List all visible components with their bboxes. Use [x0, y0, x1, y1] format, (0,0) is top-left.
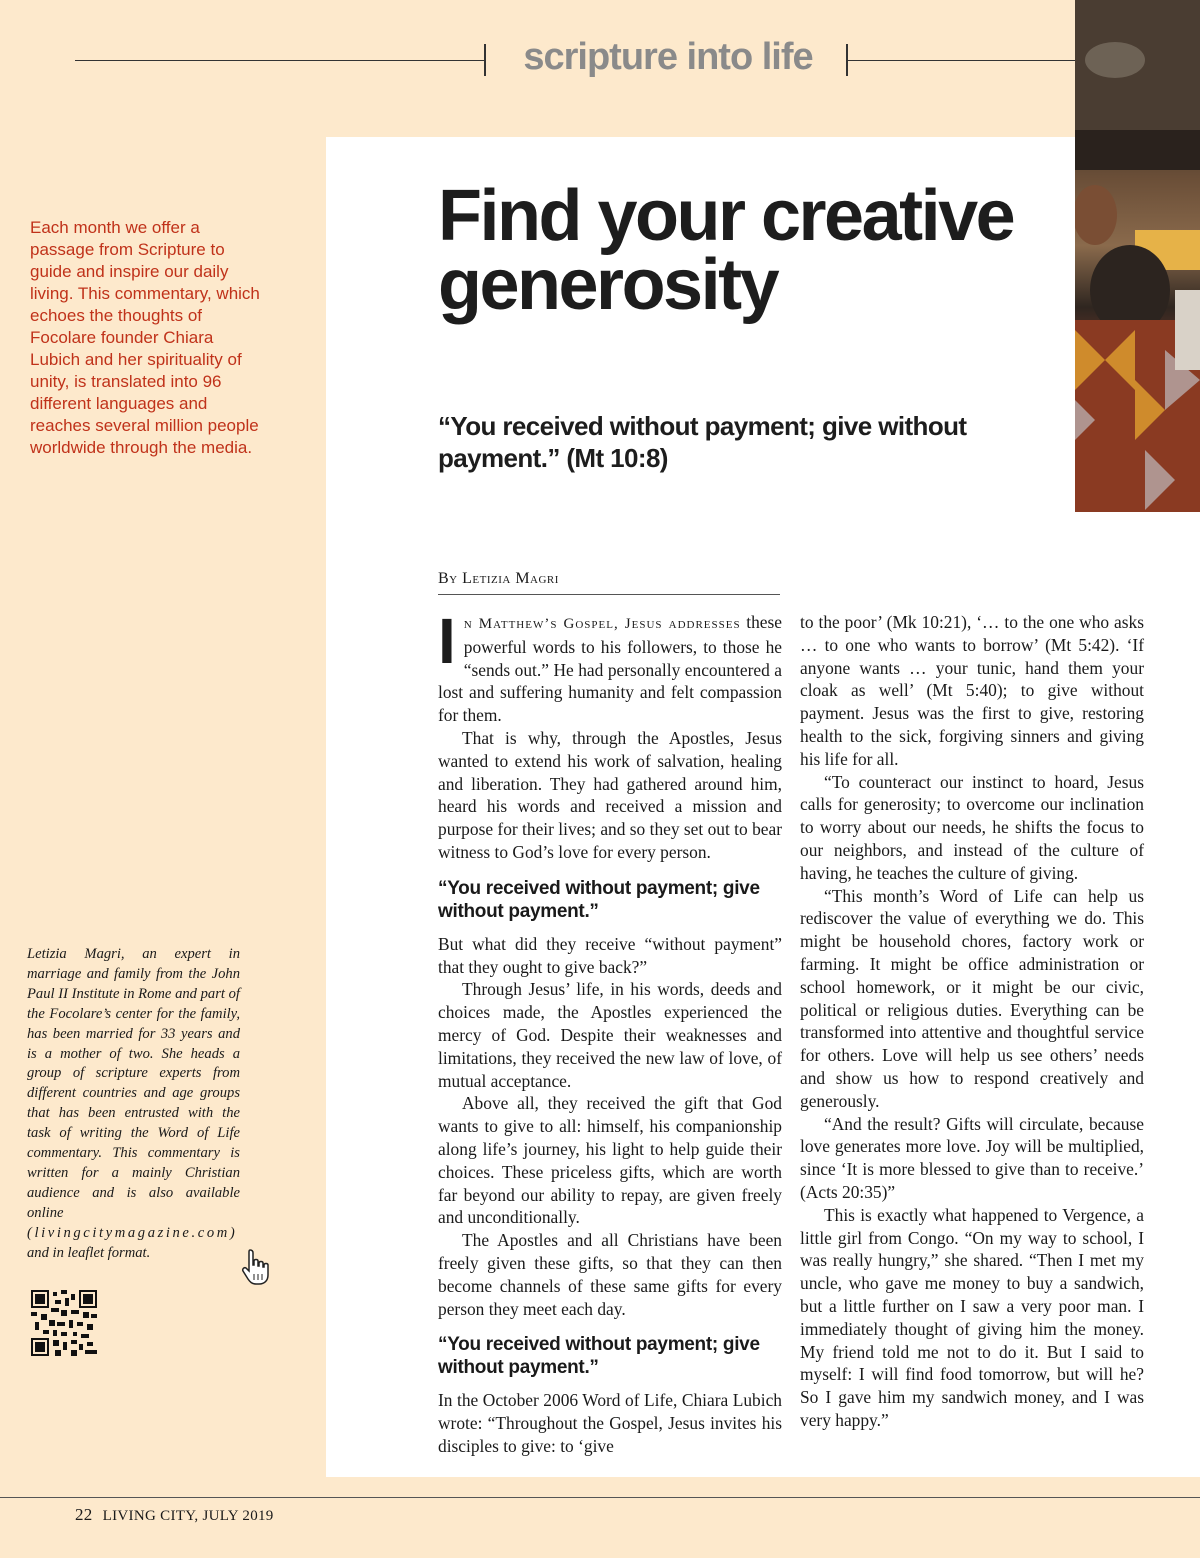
- article-quote: “You received without payment; give without payment.” (Mt 10:8): [438, 411, 967, 473]
- byline: By Letizia Magri: [438, 570, 780, 595]
- paragraph: “This month’s Word of Life can help us rediscover the value of everything we do. This might be household chores, factory work or farming. It might be office administration or school homework, or it might be our civic, political or religious duties. Everything can be transformed into attentive and thoughtful service for others. Love will help us see others’ needs and show us how to respond creatively and generously.: [800, 885, 1144, 1111]
- paragraph: “To counteract our instinct to hoard, Jesus calls for generosity; to overcome our inclination to worry about our needs, he shifts the focus to our neighbors, and instead of the culture of having, he teaches the culture of giving.: [800, 771, 1144, 883]
- lead-paragraph: [438, 605, 782, 727]
- hand-pointer-icon: [240, 1248, 272, 1286]
- header-tick-left: [484, 44, 486, 76]
- article-title: Find your creative generosity: [438, 176, 1014, 325]
- paragraph: The Apostles and all Christians have been freely given these gifts, so that they can then become channels of these same gifts for every person they meet each day.: [438, 1230, 782, 1319]
- website-link[interactable]: (livingcitymagazine.com): [27, 1224, 238, 1241]
- paragraph: In the October 2006 Word of Life, Chiara Lubich wrote: “Throughout the Gospel, Jesus invites his disciples to give: to ‘give: [438, 1390, 782, 1456]
- author-bio: [27, 945, 240, 1264]
- article-photo: [1075, 0, 1200, 512]
- subheading: “You received without payment; give without payment.”: [438, 1334, 760, 1379]
- paragraph: That is why, through the Apostles, Jesus wanted to extend his work of salvation, healing and liberation. They had gathered around him, heard his words and received a mission and purpose for their lives; and so they set out to bear witness to God’s love for every person.: [438, 727, 782, 862]
- section-title: scripture into life: [523, 36, 813, 78]
- header-rule-right: [848, 60, 1075, 61]
- paragraph: “And the result? Gifts will circulate, because love generates more love. Joy will be multiplied, since ‘It is more blessed to give than to receive.’ (Acts 20:35)”: [800, 1113, 1144, 1202]
- leaflet-note: and in leaflet format.: [27, 1244, 151, 1261]
- subheading: “You received without payment; give without payment.”: [438, 877, 760, 922]
- lead-smallcaps: n Matthew’s Gospel, Jesus addresses: [463, 616, 741, 632]
- page-footer: [75, 1505, 274, 1525]
- article-column-1: [438, 605, 782, 1458]
- qr-code-icon[interactable]: [31, 1290, 97, 1356]
- paragraph: Above all, they received the gift that God wants to give to all: himself, his companionship along life’s journey, his light to help guide their choices. These priceless gifts, which are worth far beyond our ability to repay, are given freely and unconditionally.: [438, 1093, 782, 1228]
- commentary-note: This commentary is written for a mainly Christian audience and is also available online: [27, 1145, 240, 1221]
- paragraph: Through Jesus’ life, in his words, deeds and choices made, the Apostles experienced the mercy of God. Despite their weaknesses and limitations, they received the new law of love, of mutual acceptance.: [438, 979, 782, 1091]
- article-column-2: [800, 611, 1144, 1432]
- paragraph: to the poor’ (Mk 10:21), ‘… to the one who asks … to one who wants to borrow’ (Mt 5:42). ‘If anyone wants … your tunic, hand them your cloak as well’ (Mt 5:40); to give without payment. Jesus was the first to give, restoring health to the sick, forgiving sinners and giving his life for all.: [800, 612, 1144, 769]
- page-number: 22: [75, 1505, 93, 1524]
- author-bio-text: Letizia Magri, an expert in marriage and family from the John Paul II Institute in Rome and part of the Focolare’s center for the family, has been married for 33 years and is a mother of two. She heads a group of scripture experts from different countries and age groups that has been entrusted with the task of writing the Word of Life commentary.: [27, 946, 240, 1162]
- header-rule-left: [75, 60, 485, 61]
- sidebar-intro: Each month we offer a passage from Scripture to guide and inspire our daily living. This commentary, which echoes the thoughts of Focolare founder Chiara Lubich and her spirituality of unity, is translated into 96 different languages and reaches several million people worldwide through the media.: [30, 218, 260, 457]
- footer-rule: [0, 1497, 1200, 1498]
- publication-name: LIVING CITY, JULY 2019: [102, 1508, 274, 1524]
- drop-cap: I: [438, 605, 456, 677]
- lead-text: these powerful words to his followers, to those he “sends out.” He had personally encountered a lost and suffering humanity and felt compassion for them.: [438, 612, 782, 726]
- paragraph: This is exactly what happened to Vergence, a little girl from Congo. “On my way to school, I was really hungry,” she shared. “Then I met my uncle, who gave me money to buy a sandwich, but a little further on I saw a very poor man. I immediately thought of giving him the money. My friend told me not to do it. But I said to myself: I will find food tomorrow, but will he? So I gave him my sandwich money, and I was very happy.”: [800, 1204, 1144, 1430]
- paragraph: But what did they receive “without payment” that they ought to give back?”: [438, 933, 782, 977]
